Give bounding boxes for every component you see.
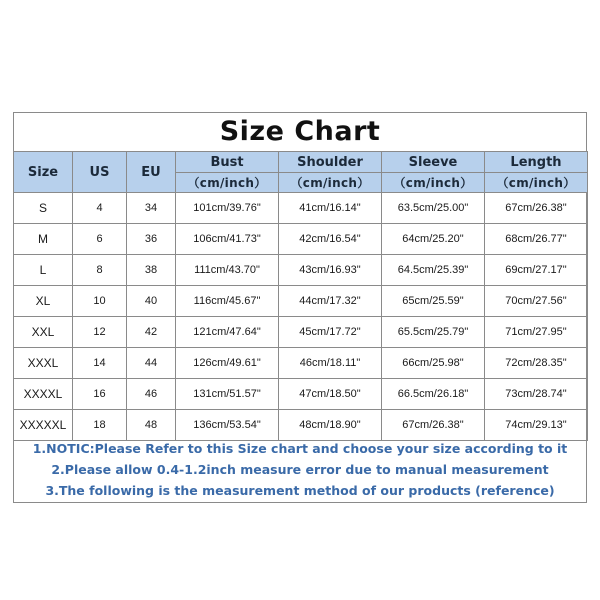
cell-length: 69cm/27.17" <box>485 255 588 286</box>
cell-shoulder: 43cm/16.93" <box>279 255 382 286</box>
cell-us: 14 <box>73 348 127 379</box>
cell-us: 10 <box>73 286 127 317</box>
cell-length: 72cm/28.35" <box>485 348 588 379</box>
cell-size: XL <box>14 286 73 317</box>
cell-sleeve: 63.5cm/25.00" <box>382 193 485 224</box>
cell-sleeve: 66.5cm/26.18" <box>382 379 485 410</box>
cell-eu: 48 <box>127 410 176 441</box>
cell-bust: 116cm/45.67" <box>176 286 279 317</box>
cell-length: 67cm/26.38" <box>485 193 588 224</box>
table-row <box>14 255 588 286</box>
header-bust-unit: （cm/inch） <box>176 173 279 193</box>
size-table <box>13 151 588 441</box>
cell-shoulder: 47cm/18.50" <box>279 379 382 410</box>
cell-size: XXXXL <box>14 379 73 410</box>
size-table-body <box>14 193 588 441</box>
cell-shoulder: 46cm/18.11" <box>279 348 382 379</box>
cell-us: 6 <box>73 224 127 255</box>
table-row <box>14 193 588 224</box>
table-row <box>14 410 588 441</box>
cell-shoulder: 41cm/16.14" <box>279 193 382 224</box>
cell-shoulder: 44cm/17.32" <box>279 286 382 317</box>
cell-length: 71cm/27.95" <box>485 317 588 348</box>
cell-bust: 111cm/43.70" <box>176 255 279 286</box>
cell-length: 73cm/28.74" <box>485 379 588 410</box>
header-shoulder-unit: （cm/inch） <box>279 173 382 193</box>
cell-size: S <box>14 193 73 224</box>
header-shoulder: Shoulder <box>279 152 382 173</box>
cell-shoulder: 45cm/17.72" <box>279 317 382 348</box>
cell-us: 18 <box>73 410 127 441</box>
cell-shoulder: 42cm/16.54" <box>279 224 382 255</box>
cell-eu: 34 <box>127 193 176 224</box>
cell-shoulder: 48cm/18.90" <box>279 410 382 441</box>
size-chart-panel <box>13 112 587 503</box>
header-sleeve: Sleeve <box>382 152 485 173</box>
header-us: US <box>73 152 127 193</box>
cell-bust: 106cm/41.73" <box>176 224 279 255</box>
cell-length: 74cm/29.13" <box>485 410 588 441</box>
table-row <box>14 286 588 317</box>
table-row <box>14 379 588 410</box>
chart-title: Size Chart <box>219 116 381 147</box>
cell-size: M <box>14 224 73 255</box>
cell-eu: 38 <box>127 255 176 286</box>
cell-us: 8 <box>73 255 127 286</box>
cell-bust: 136cm/53.54" <box>176 410 279 441</box>
table-row <box>14 224 588 255</box>
cell-bust: 121cm/47.64" <box>176 317 279 348</box>
header-size: Size <box>14 152 73 193</box>
header-bust: Bust <box>176 152 279 173</box>
table-row <box>14 348 588 379</box>
cell-size: XXXXXL <box>14 410 73 441</box>
cell-size: XXL <box>14 317 73 348</box>
cell-bust: 101cm/39.76" <box>176 193 279 224</box>
cell-sleeve: 66cm/25.98" <box>382 348 485 379</box>
cell-size: L <box>14 255 73 286</box>
cell-eu: 44 <box>127 348 176 379</box>
cell-sleeve: 64.5cm/25.39" <box>382 255 485 286</box>
table-row <box>14 317 588 348</box>
header-sleeve-unit: （cm/inch） <box>382 173 485 193</box>
cell-eu: 40 <box>127 286 176 317</box>
notes-section <box>14 438 586 501</box>
cell-us: 4 <box>73 193 127 224</box>
header-length: Length <box>485 152 588 173</box>
note-1: 1.NOTIC:Please Refer to this Size chart and choose your size according to it <box>32 441 568 456</box>
note-2: 2.Please allow 0.4-1.2inch measure error due to manual measurement <box>51 462 549 477</box>
cell-sleeve: 65.5cm/25.79" <box>382 317 485 348</box>
note-3: 3.The following is the measurement method of our products (reference) <box>45 483 555 498</box>
cell-length: 68cm/26.77" <box>485 224 588 255</box>
header-eu: EU <box>127 152 176 193</box>
cell-sleeve: 64cm/25.20" <box>382 224 485 255</box>
cell-bust: 131cm/51.57" <box>176 379 279 410</box>
cell-us: 12 <box>73 317 127 348</box>
cell-eu: 46 <box>127 379 176 410</box>
cell-eu: 42 <box>127 317 176 348</box>
cell-bust: 126cm/49.61" <box>176 348 279 379</box>
cell-sleeve: 67cm/26.38" <box>382 410 485 441</box>
header-length-unit: （cm/inch） <box>485 173 588 193</box>
cell-length: 70cm/27.56" <box>485 286 588 317</box>
cell-size: XXXL <box>14 348 73 379</box>
cell-us: 16 <box>73 379 127 410</box>
cell-sleeve: 65cm/25.59" <box>382 286 485 317</box>
cell-eu: 36 <box>127 224 176 255</box>
